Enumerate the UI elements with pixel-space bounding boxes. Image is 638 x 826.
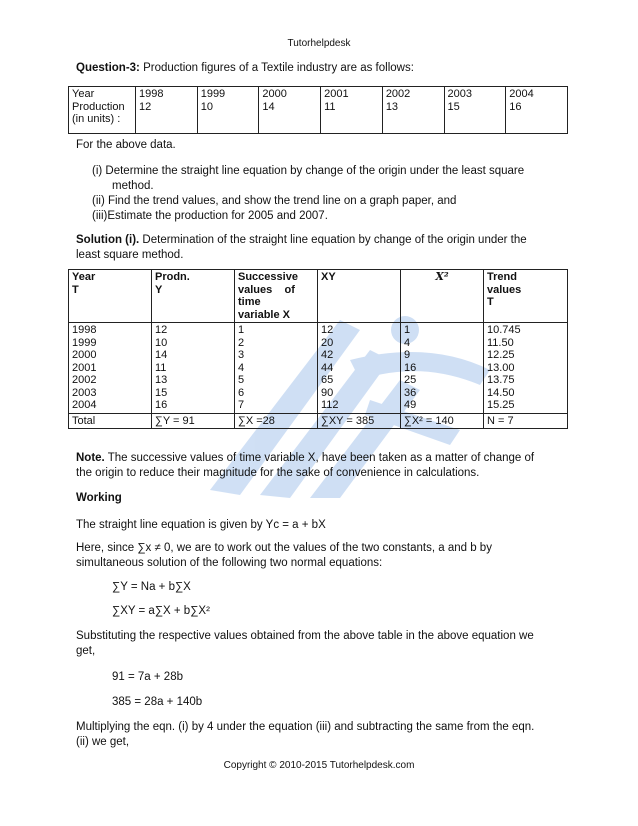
year-cell: 2004 16: [506, 87, 568, 134]
working-line: get,: [76, 645, 96, 657]
trend-table: [68, 269, 568, 429]
note-text: The successive values of time variable X, have been taken as a matter of change of: [104, 452, 535, 464]
question-line: [76, 61, 566, 76]
equation: 385 = 28a + 140b: [112, 696, 203, 708]
working-line: simultaneous solution of the following two normal equations:: [76, 557, 383, 569]
table-row: [69, 323, 568, 414]
equation: 91 = 7a + 28b: [112, 671, 183, 683]
equation: ∑XY = a∑X + b∑X²: [112, 605, 210, 617]
col-x2: 1 4 9 16 25 36 49: [401, 323, 484, 414]
solution-label: Solution (i).: [76, 234, 140, 246]
header-xy: XY: [318, 270, 401, 323]
solution-line: [76, 233, 566, 248]
total-y: ∑Y = 91: [152, 413, 235, 429]
solution-text: Determination of the straight line equation by change of the origin under the: [139, 234, 527, 246]
working-line: Substituting the respective values obtained from the above table in the above equation we: [76, 630, 534, 642]
working-line: Here, since ∑x ≠ 0, we are to work out the values of the two constants, a and b by: [76, 542, 492, 554]
trend-table-header: [69, 270, 568, 323]
working-line: Multiplying the eqn. (i) by 4 under the equation (iii) and subtracting the same from the eqn.: [76, 721, 535, 733]
total-x2: ∑X² = 140: [401, 413, 484, 429]
after-table-text: For the above data.: [76, 139, 176, 151]
header-x2: X²: [401, 270, 484, 323]
year-cell: 2002 13: [382, 87, 444, 134]
header-prodn: Prodn. Y: [152, 270, 235, 323]
solution-text-2: least square method.: [76, 249, 184, 261]
question-label: Question-3:: [76, 62, 140, 74]
question-item: method.: [112, 180, 154, 192]
question-item: (ii) Find the trend values, and show the trend line on a graph paper, and: [92, 195, 457, 207]
year-cell: 2001 11: [321, 87, 383, 134]
total-xy: ∑XY = 385: [318, 413, 401, 429]
header-year: Year T: [69, 270, 152, 323]
total-n: N = 7: [484, 413, 568, 429]
col-xy: 12 20 42 44 65 90 112: [318, 323, 401, 414]
production-table: [68, 86, 568, 134]
note-text-2: the origin to reduce their magnitude for the sake of convenience in calculations.: [76, 467, 480, 479]
total-label: Total: [69, 413, 152, 429]
year-cell: 2003 15: [444, 87, 506, 134]
total-row: [69, 413, 568, 429]
total-x: ∑X =28: [235, 413, 318, 429]
col-x: 1 2 3 4 5 6 7: [235, 323, 318, 414]
col-prodn: 12 10 14 11 13 15 16: [152, 323, 235, 414]
working-line: The straight line equation is given by Yc = a + bX: [76, 519, 326, 531]
question-item: (i) Determine the straight line equation by change of the origin under the least square: [92, 165, 525, 177]
question-text: Production figures of a Textile industry are as follows:: [139, 62, 414, 74]
working-title: Working: [76, 492, 122, 504]
year-cell: 2000 14: [259, 87, 321, 134]
note-label: Note.: [76, 452, 105, 464]
year-cell: 1999 10: [197, 87, 259, 134]
page-header: Tutorhelpdesk: [287, 38, 351, 49]
header-successive: Successive values of time variable X: [235, 270, 318, 323]
year-cell: 1998 12: [136, 87, 198, 134]
question-item: (iii)Estimate the production for 2005 and 2007.: [92, 210, 328, 222]
col-trend: 10.745 11.50 12.25 13.00 13.75 14.50 15.25: [484, 323, 568, 414]
col-year: 1998 1999 2000 2001 2002 2003 2004: [69, 323, 152, 414]
equation: ∑Y = Na + b∑X: [112, 581, 191, 593]
header-trend: Trend values T: [484, 270, 568, 323]
page-footer: Copyright © 2010-2015 Tutorhelpdesk.com: [223, 760, 415, 771]
working-line: (ii) we get,: [76, 736, 130, 748]
note-line: [76, 451, 566, 466]
production-table-head: Year Production (in units) :: [69, 87, 136, 134]
